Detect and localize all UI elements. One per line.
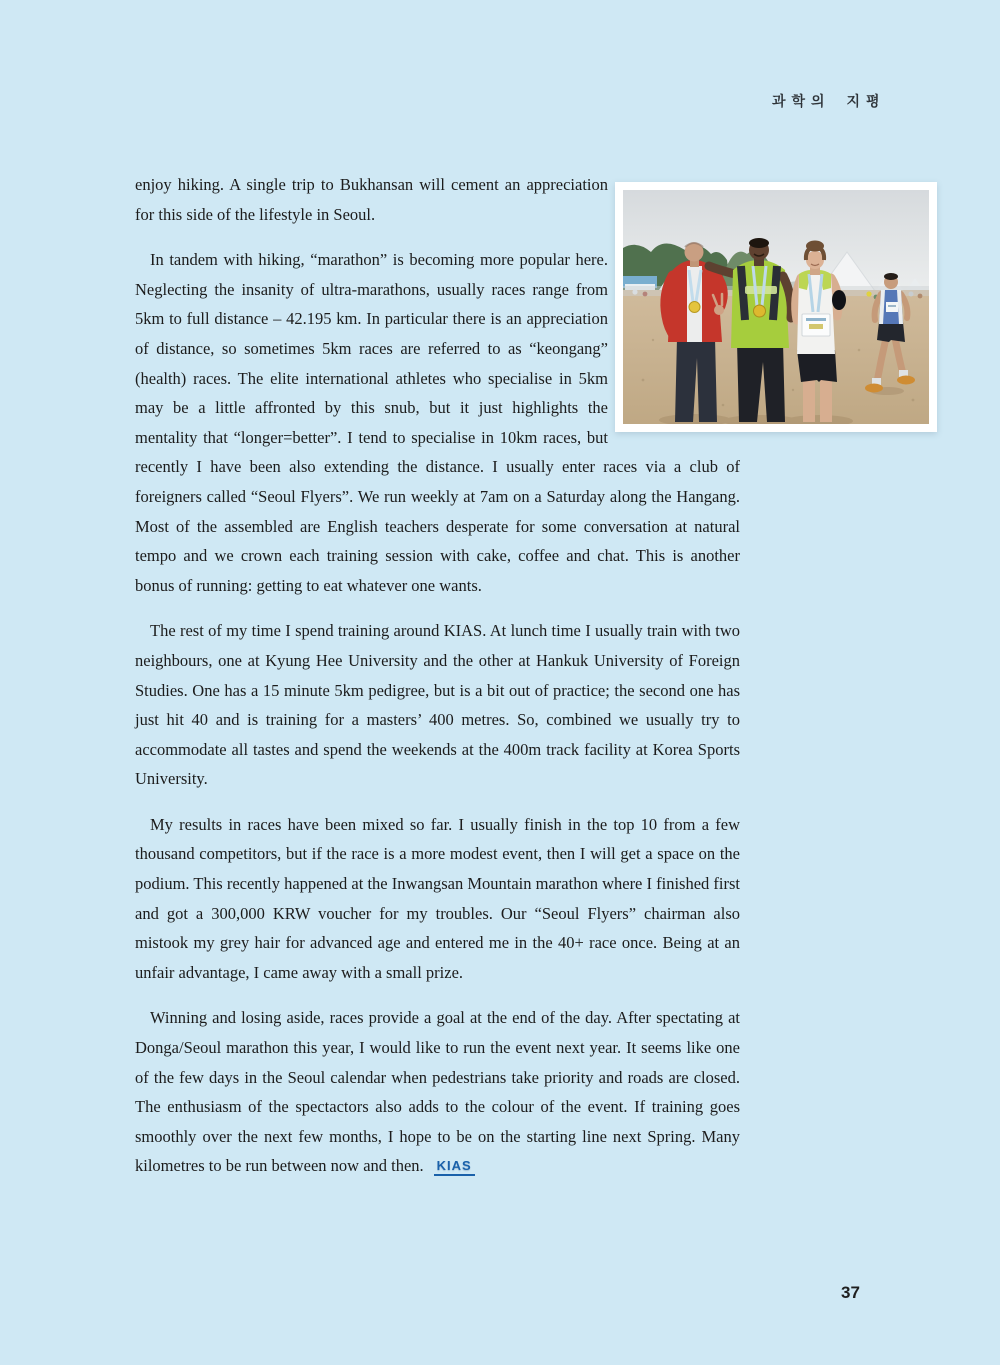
paragraph-2: In tandem with hiking, “marathon” is becoming more popular here. Neglecting the insanity of ultra-marathons, usually races range from 5km to full distance – 42.195 km. In particular there is an appreciation of distance, so sometimes 5km races are referred to as “keongang” (health) races. The elite international athletes who specialise in 5km may be a little affronted by this snub, but it just highlights the mentality that “longer=better”. I tend to specialise in 10km races, but recently I have been also extending the distance. I usually enter races via a club of foreigners called “Seoul Flyers”. We run weekly at 7am on a Saturday along the Hangang. Most of the assembled are English teachers desperate for some conversation at natural tempo and we crown each training session with cake, coffee and chat. This is another bonus of running: getting to eat whatever one wants. — [135, 250, 740, 595]
paragraph-4: My results in races have been mixed so far. I usually finish in the top 10 from a few thousand competitors, but if the race is a more modest event, then I will get a space on the podium. This recently happened at the Inwangsan Mountain marathon where I finished first and got a 300,000 KRW voucher for my troubles. Our “Seoul Flyers” chairman also mistook my grey hair for advanced age and entered me in the 40+ race once. Being at an unfair advantage, I came away with a small prize. — [135, 814, 740, 982]
paragraph-5 — [135, 1003, 740, 1181]
journal-header: 과학의 지평 — [772, 93, 886, 109]
photo-float-spacer — [608, 170, 740, 432]
kias-logo: KIAS — [434, 1158, 475, 1176]
page-number: 37 — [841, 1283, 860, 1302]
paragraph-1: enjoy hiking. A single trip to Bukhansan will cement an appreciation for this side of the lifestyle in Seoul. — [135, 175, 608, 224]
article-body — [135, 170, 740, 1181]
paragraph-5-text: Winning and losing aside, races provide a goal at the end of the day. After spectating at Donga/Seoul marathon this year, I would like to run the event next year. It seems like one of the few days in the Seoul calendar when pedestrians take priority and roads are closed. The enthusiasm of the spectactors also adds to the colour of the event. If training goes smoothly over the next few months, I hope to be on the starting line next Spring. Many kilometres to be run between now and then. — [135, 1008, 740, 1176]
paragraph-3: The rest of my time I spend training around KIAS. At lunch time I usually train with two neighbours, one at Kyung Hee University and the other at Hankuk University of Foreign Studies. One has a 15 minute 5km pedigree, but is a bit out of practice; the second one has just hit 40 and is training for a masters’ 400 metres. So, combined we usually try to accommodate all tastes and spend the weekends at the 400m track facility at Korea Sports University. — [135, 621, 740, 789]
